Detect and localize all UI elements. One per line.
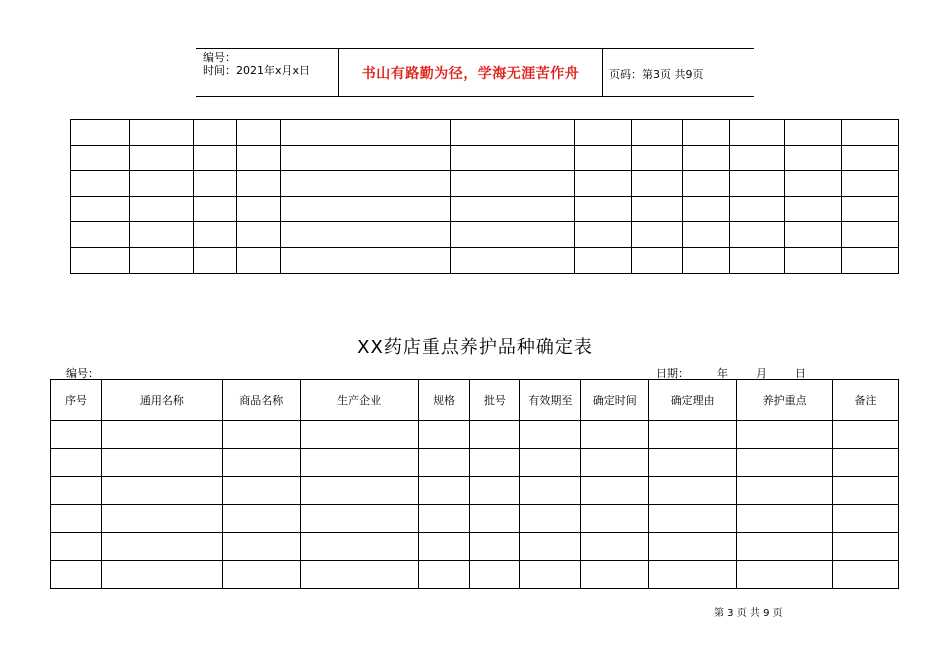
table-cell[interactable] [418,533,470,561]
table-cell[interactable] [101,533,222,561]
column-header-index: 序号 [51,380,102,421]
table-cell[interactable] [236,171,280,197]
table-cell[interactable] [236,196,280,222]
table-cell[interactable] [841,222,898,248]
table-row [51,533,899,561]
table-cell[interactable] [300,561,418,589]
column-header-batch: 批号 [470,380,520,421]
table-cell[interactable] [841,145,898,171]
table-cell[interactable] [280,120,450,146]
table-cell[interactable] [730,171,785,197]
table-cell[interactable] [222,421,300,449]
header-time-label: 时间：2021年x月x日 [203,64,311,77]
table-cell[interactable] [683,247,730,273]
table-cell[interactable] [632,247,683,273]
table-cell[interactable] [520,477,581,505]
table-cell[interactable] [785,171,842,197]
column-header-manufacturer: 生产企业 [300,380,418,421]
header-number-label: 编号： [203,51,236,64]
table-cell[interactable] [236,222,280,248]
table-cell[interactable] [575,196,632,222]
table-cell[interactable] [300,533,418,561]
maintenance-table [50,379,899,589]
column-header-confirm-time: 确定时间 [581,380,649,421]
header-info [203,51,310,77]
table-cell[interactable] [470,533,520,561]
table-cell[interactable] [683,196,730,222]
table-row [51,449,899,477]
table-cell[interactable] [520,533,581,561]
table-row [71,145,899,171]
table-cell[interactable] [222,561,300,589]
table-row [51,421,899,449]
table-cell[interactable] [632,120,683,146]
table-cell[interactable] [575,247,632,273]
table-cell[interactable] [129,145,193,171]
table-cell[interactable] [280,247,450,273]
table-cell[interactable] [581,533,649,561]
table-cell[interactable] [236,120,280,146]
table-cell[interactable] [520,561,581,589]
table-cell[interactable] [450,120,575,146]
table-cell[interactable] [450,247,575,273]
table-cell[interactable] [71,196,130,222]
column-header-trade-name: 商品名称 [222,380,300,421]
table-cell[interactable] [222,505,300,533]
table-cell[interactable] [300,505,418,533]
table-cell[interactable] [101,421,222,449]
table-cell[interactable] [193,120,236,146]
table-cell[interactable] [649,421,737,449]
table-cell[interactable] [71,120,130,146]
table-cell[interactable] [129,196,193,222]
table-cell[interactable] [632,171,683,197]
table-cell[interactable] [193,196,236,222]
page-header [196,48,754,97]
table-cell[interactable] [575,120,632,146]
table-cell[interactable] [785,145,842,171]
table-cell[interactable] [222,449,300,477]
table-cell[interactable] [833,421,899,449]
header-page-label: 页码：第3页 共9页 [609,68,704,81]
table-row [71,247,899,273]
table-cell[interactable] [236,247,280,273]
table-cell[interactable] [785,222,842,248]
table-cell[interactable] [71,145,130,171]
table-cell[interactable] [71,171,130,197]
table-cell[interactable] [470,421,520,449]
table-row [71,120,899,146]
table-cell[interactable] [683,171,730,197]
table-cell[interactable] [785,196,842,222]
table-cell[interactable] [450,196,575,222]
table-cell[interactable] [71,222,130,248]
table-cell[interactable] [833,505,899,533]
table-cell[interactable] [193,145,236,171]
table-cell[interactable] [418,505,470,533]
table-cell[interactable] [51,477,102,505]
number-label: 编号： [66,367,99,380]
table-cell[interactable] [649,449,737,477]
table-cell[interactable] [222,477,300,505]
table-cell[interactable] [737,505,833,533]
table-cell[interactable] [280,145,450,171]
table-cell[interactable] [280,196,450,222]
table-cell[interactable] [737,477,833,505]
table-cell[interactable] [730,222,785,248]
table-cell[interactable] [129,247,193,273]
table-cell[interactable] [470,477,520,505]
table-cell[interactable] [418,561,470,589]
table-cell[interactable] [649,533,737,561]
table-cell[interactable] [575,222,632,248]
table-cell[interactable] [520,421,581,449]
table-cell[interactable] [470,449,520,477]
table-cell[interactable] [581,421,649,449]
column-header-expiry: 有效期至 [520,380,581,421]
table-cell[interactable] [193,171,236,197]
column-header-generic-name: 通用名称 [101,380,222,421]
table-cell[interactable] [833,477,899,505]
table-cell[interactable] [450,145,575,171]
table-cell[interactable] [581,561,649,589]
table-cell[interactable] [581,449,649,477]
table-cell[interactable] [51,505,102,533]
table-cell[interactable] [833,561,899,589]
table-cell[interactable] [730,196,785,222]
table-cell[interactable] [737,421,833,449]
table-cell[interactable] [632,145,683,171]
table-cell[interactable] [785,247,842,273]
table-cell[interactable] [683,145,730,171]
table-cell[interactable] [101,449,222,477]
table-cell[interactable] [300,477,418,505]
table-cell[interactable] [129,222,193,248]
table-row [51,505,899,533]
table-cell[interactable] [730,247,785,273]
table-header-row [51,380,899,421]
table-cell[interactable] [222,533,300,561]
table-cell[interactable] [841,171,898,197]
header-divider [602,49,603,96]
document-title: XX药店重点养护品种确定表 [357,337,593,358]
table-cell[interactable] [280,171,450,197]
table-cell[interactable] [575,145,632,171]
table-cell[interactable] [418,421,470,449]
table-cell[interactable] [683,120,730,146]
column-header-spec: 规格 [418,380,470,421]
table-row [71,222,899,248]
table-cell[interactable] [649,561,737,589]
table-cell[interactable] [470,561,520,589]
date-label: 日期： 年 月 日 [656,367,806,380]
table-cell[interactable] [581,505,649,533]
table-cell[interactable] [520,505,581,533]
table-row [71,171,899,197]
table-cell[interactable] [833,449,899,477]
table-cell[interactable] [101,505,222,533]
table-cell[interactable] [101,561,222,589]
table-cell[interactable] [300,449,418,477]
table-cell[interactable] [129,171,193,197]
table-cell[interactable] [193,247,236,273]
table-cell[interactable] [632,196,683,222]
column-header-remarks: 备注 [833,380,899,421]
table-cell[interactable] [300,421,418,449]
table-cell[interactable] [51,449,102,477]
table-cell[interactable] [841,196,898,222]
table-cell[interactable] [683,222,730,248]
table-cell[interactable] [418,449,470,477]
table-cell[interactable] [737,533,833,561]
table-cell[interactable] [193,222,236,248]
table-cell[interactable] [520,449,581,477]
table-cell[interactable] [649,505,737,533]
table-cell[interactable] [51,421,102,449]
table-cell[interactable] [737,449,833,477]
table-cell[interactable] [841,120,898,146]
table-cell[interactable] [280,222,450,248]
column-header-confirm-reason: 确定理由 [649,380,737,421]
table-cell[interactable] [649,477,737,505]
table-row [51,561,899,589]
table-cell[interactable] [450,222,575,248]
table-cell[interactable] [236,145,280,171]
table-row [51,477,899,505]
table-cell[interactable] [785,120,842,146]
table-cell[interactable] [841,247,898,273]
page-footer: 第 3 页 共 9 页 [714,608,783,619]
table-cell[interactable] [575,171,632,197]
table-cell[interactable] [129,120,193,146]
table-cell[interactable] [581,477,649,505]
table-cell[interactable] [833,533,899,561]
table-cell[interactable] [101,477,222,505]
header-motto: 书山有路勤为径，学海无涯苦作舟 [361,66,580,82]
table-row [71,196,899,222]
table-cell[interactable] [730,145,785,171]
blank-table-top [70,119,899,274]
table-cell[interactable] [71,247,130,273]
table-cell[interactable] [470,505,520,533]
table-cell[interactable] [51,533,102,561]
table-cell[interactable] [51,561,102,589]
table-cell[interactable] [418,477,470,505]
table-cell[interactable] [730,120,785,146]
table-cell[interactable] [450,171,575,197]
table-cell[interactable] [737,561,833,589]
column-header-maintenance-focus: 养护重点 [737,380,833,421]
table-cell[interactable] [632,222,683,248]
